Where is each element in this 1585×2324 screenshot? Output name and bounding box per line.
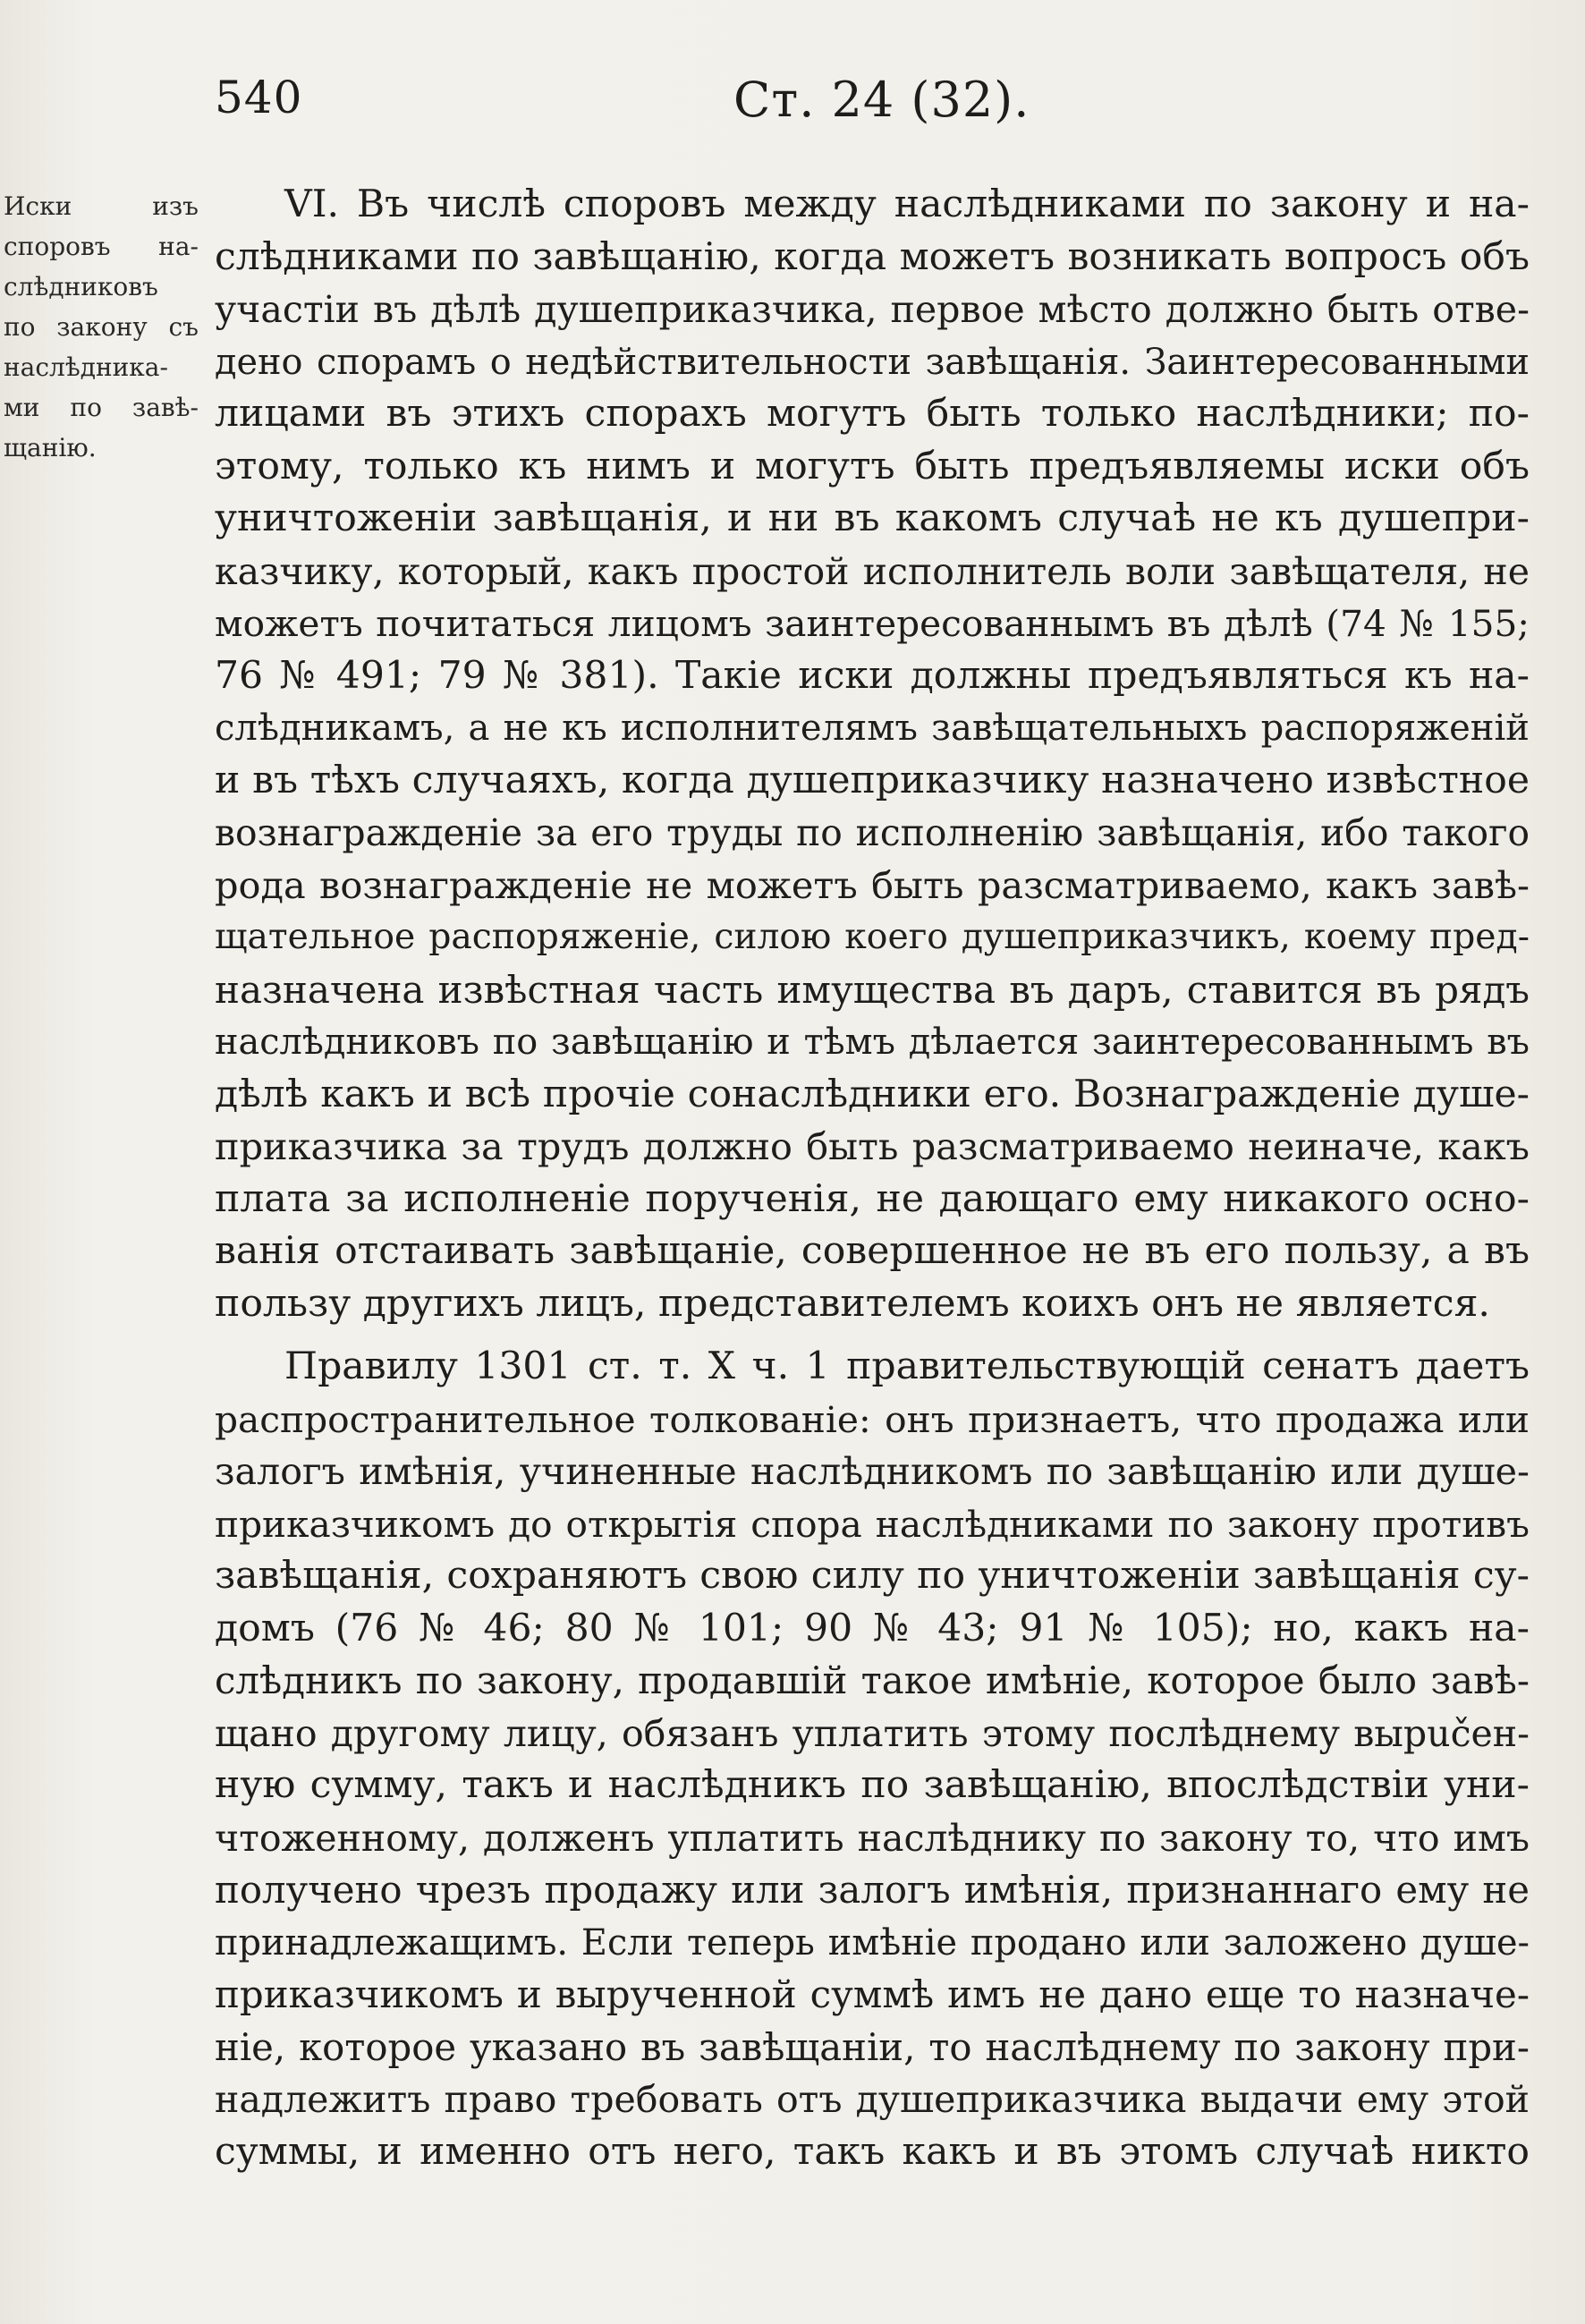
text-line: можетъ почитаться лицомъ заинтересованнымъ въ дѣлѣ (74 № 155; [215, 602, 1530, 645]
text-line: участіи въ дѣлѣ душеприказчика, первое мѣсто должно быть отве- [215, 288, 1530, 331]
text-line: получено чрезъ продажу или залогъ имѣнія, признаннаго ему не [215, 1868, 1530, 1912]
text-line: суммы, и именно отъ него, такъ какъ и въ этомъ случаѣ никто [215, 2129, 1530, 2174]
text-line: приказчика за трудъ должно быть разсматриваемо неиначе, какъ [215, 1125, 1530, 1168]
margin-note-line: Иски изъ [4, 191, 199, 221]
paragraph-2 [215, 1341, 1530, 2178]
text-line: уничтоженіи завѣщанія, и ни въ какомъ случаѣ не къ душепри- [215, 496, 1530, 540]
text-line: вознагражденіе за его труды по исполненію завѣщанія, ибо такого [215, 811, 1530, 854]
text-line: надлежитъ право требовать отъ душеприказчика выдачи ему этой [215, 2078, 1530, 2121]
page-header [215, 72, 1530, 143]
margin-note-line: споровъ на- [4, 232, 199, 261]
text-line: пользу другихъ лицъ, представителемъ коихъ онъ не является. [215, 1281, 1490, 1326]
margin-note-line: наслѣдника- [4, 352, 168, 382]
text-line: ванія отстаивать завѣщаніе, совершенное не въ его пользу, а въ [215, 1229, 1530, 1273]
text-line: ную сумму, такъ и наслѣдникъ по завѣщанію, впослѣдствіи уни- [215, 1763, 1530, 1807]
text-line: слѣдникъ по закону, продавшій такое имѣніе, которое было завѣ- [215, 1658, 1530, 1702]
text-line: приказчикомъ и вырученной суммѣ имъ не дано еще то назначе- [215, 1972, 1530, 2016]
text-line: щательное распоряженіе, силою коего душеприказчикъ, коему пред- [215, 917, 1530, 957]
margin-note-line: по закону съ [4, 312, 199, 342]
text-line: рода вознагражденіе не можетъ быть разсматриваемо, какъ завѣ- [215, 863, 1530, 907]
text-line: VI. Въ числѣ споровъ между наслѣдниками по закону и на- [284, 182, 1530, 226]
paragraph-gap [215, 1330, 1530, 1341]
text-line: казчику, который, какъ простой исполнитель воли завѣщателя, не [215, 549, 1530, 593]
margin-note-line: щанію. [4, 433, 97, 462]
running-title: Ст. 24 (32). [733, 72, 1030, 128]
text-line: чтоженному, долженъ уплатить наслѣднику по закону то, что имъ [215, 1816, 1530, 1860]
text-line: лицами въ этихъ спорахъ могутъ быть только наслѣдники; по- [215, 392, 1530, 436]
margin-note-line: ми по завѣ- [4, 393, 199, 422]
text-line: этому, только къ нимъ и могутъ быть предъявляемы иски объ [215, 444, 1530, 488]
text-line: ніе, которое указано въ завѣщаніи, то наслѣднему по закону при- [215, 2024, 1530, 2069]
text-line: слѣдникамъ, а не къ исполнителямъ завѣщательныхъ распоряженій [215, 708, 1530, 749]
text-line: залогъ имѣнія, учиненные наслѣдникомъ по завѣщанію или душе- [215, 1450, 1530, 1493]
margin-note [4, 186, 199, 468]
text-line: слѣдниками по завѣщанію, когда можетъ возникать вопросъ объ [215, 234, 1530, 279]
page-number: 540 [215, 72, 303, 123]
text-line: назначена извѣстная часть имущества въ даръ, ставится въ рядъ [215, 967, 1530, 1012]
text-line: наслѣдниковъ по завѣщанію и тѣмъ дѣлается заинтересованнымъ въ [215, 1022, 1530, 1063]
body-text [215, 179, 1530, 2178]
text-line: дѣлѣ какъ и всѣ прочіе сонаслѣдники его. Вознагражденіе душе- [215, 1072, 1530, 1116]
text-line: дено спорамъ о недѣйствительности завѣщанія. Заинтересованными [215, 341, 1530, 383]
text-line: домъ (76 № 46; 80 № 101; 90 № 43; 91 № 105); но, какъ на- [215, 1606, 1530, 1650]
margin-note-line: слѣдниковъ [4, 272, 158, 301]
text-line: принадлежащимъ. Если теперь имѣніе продано или заложено душе- [215, 1921, 1530, 1964]
paragraph-1 [215, 179, 1530, 1330]
text-line: распространительное толкованіе: онъ признаетъ, что продажа или [215, 1397, 1530, 1441]
text-line: плата за исполненіе порученія, не дающаго ему никакого осно- [215, 1176, 1530, 1221]
text-line: 76 № 491; 79 № 381). Такіе иски должны предъявляться къ на- [215, 653, 1530, 698]
text-line: и въ тѣхъ случаяхъ, когда душеприказчику назначено извѣстное [215, 758, 1530, 802]
text-line: приказчикомъ до открытія спора наслѣдниками по закону противъ [215, 1502, 1530, 1546]
text-line: Правилу 1301 ст. т. X ч. 1 правительствующій сенатъ даетъ [284, 1344, 1530, 1388]
text-line: завѣщанія, сохраняютъ свою силу по уничтоженіи завѣщанія су- [215, 1554, 1530, 1598]
text-line: щано другому лицу, обязанъ уплатить этому послѣднему вырučен- [215, 1711, 1530, 1755]
